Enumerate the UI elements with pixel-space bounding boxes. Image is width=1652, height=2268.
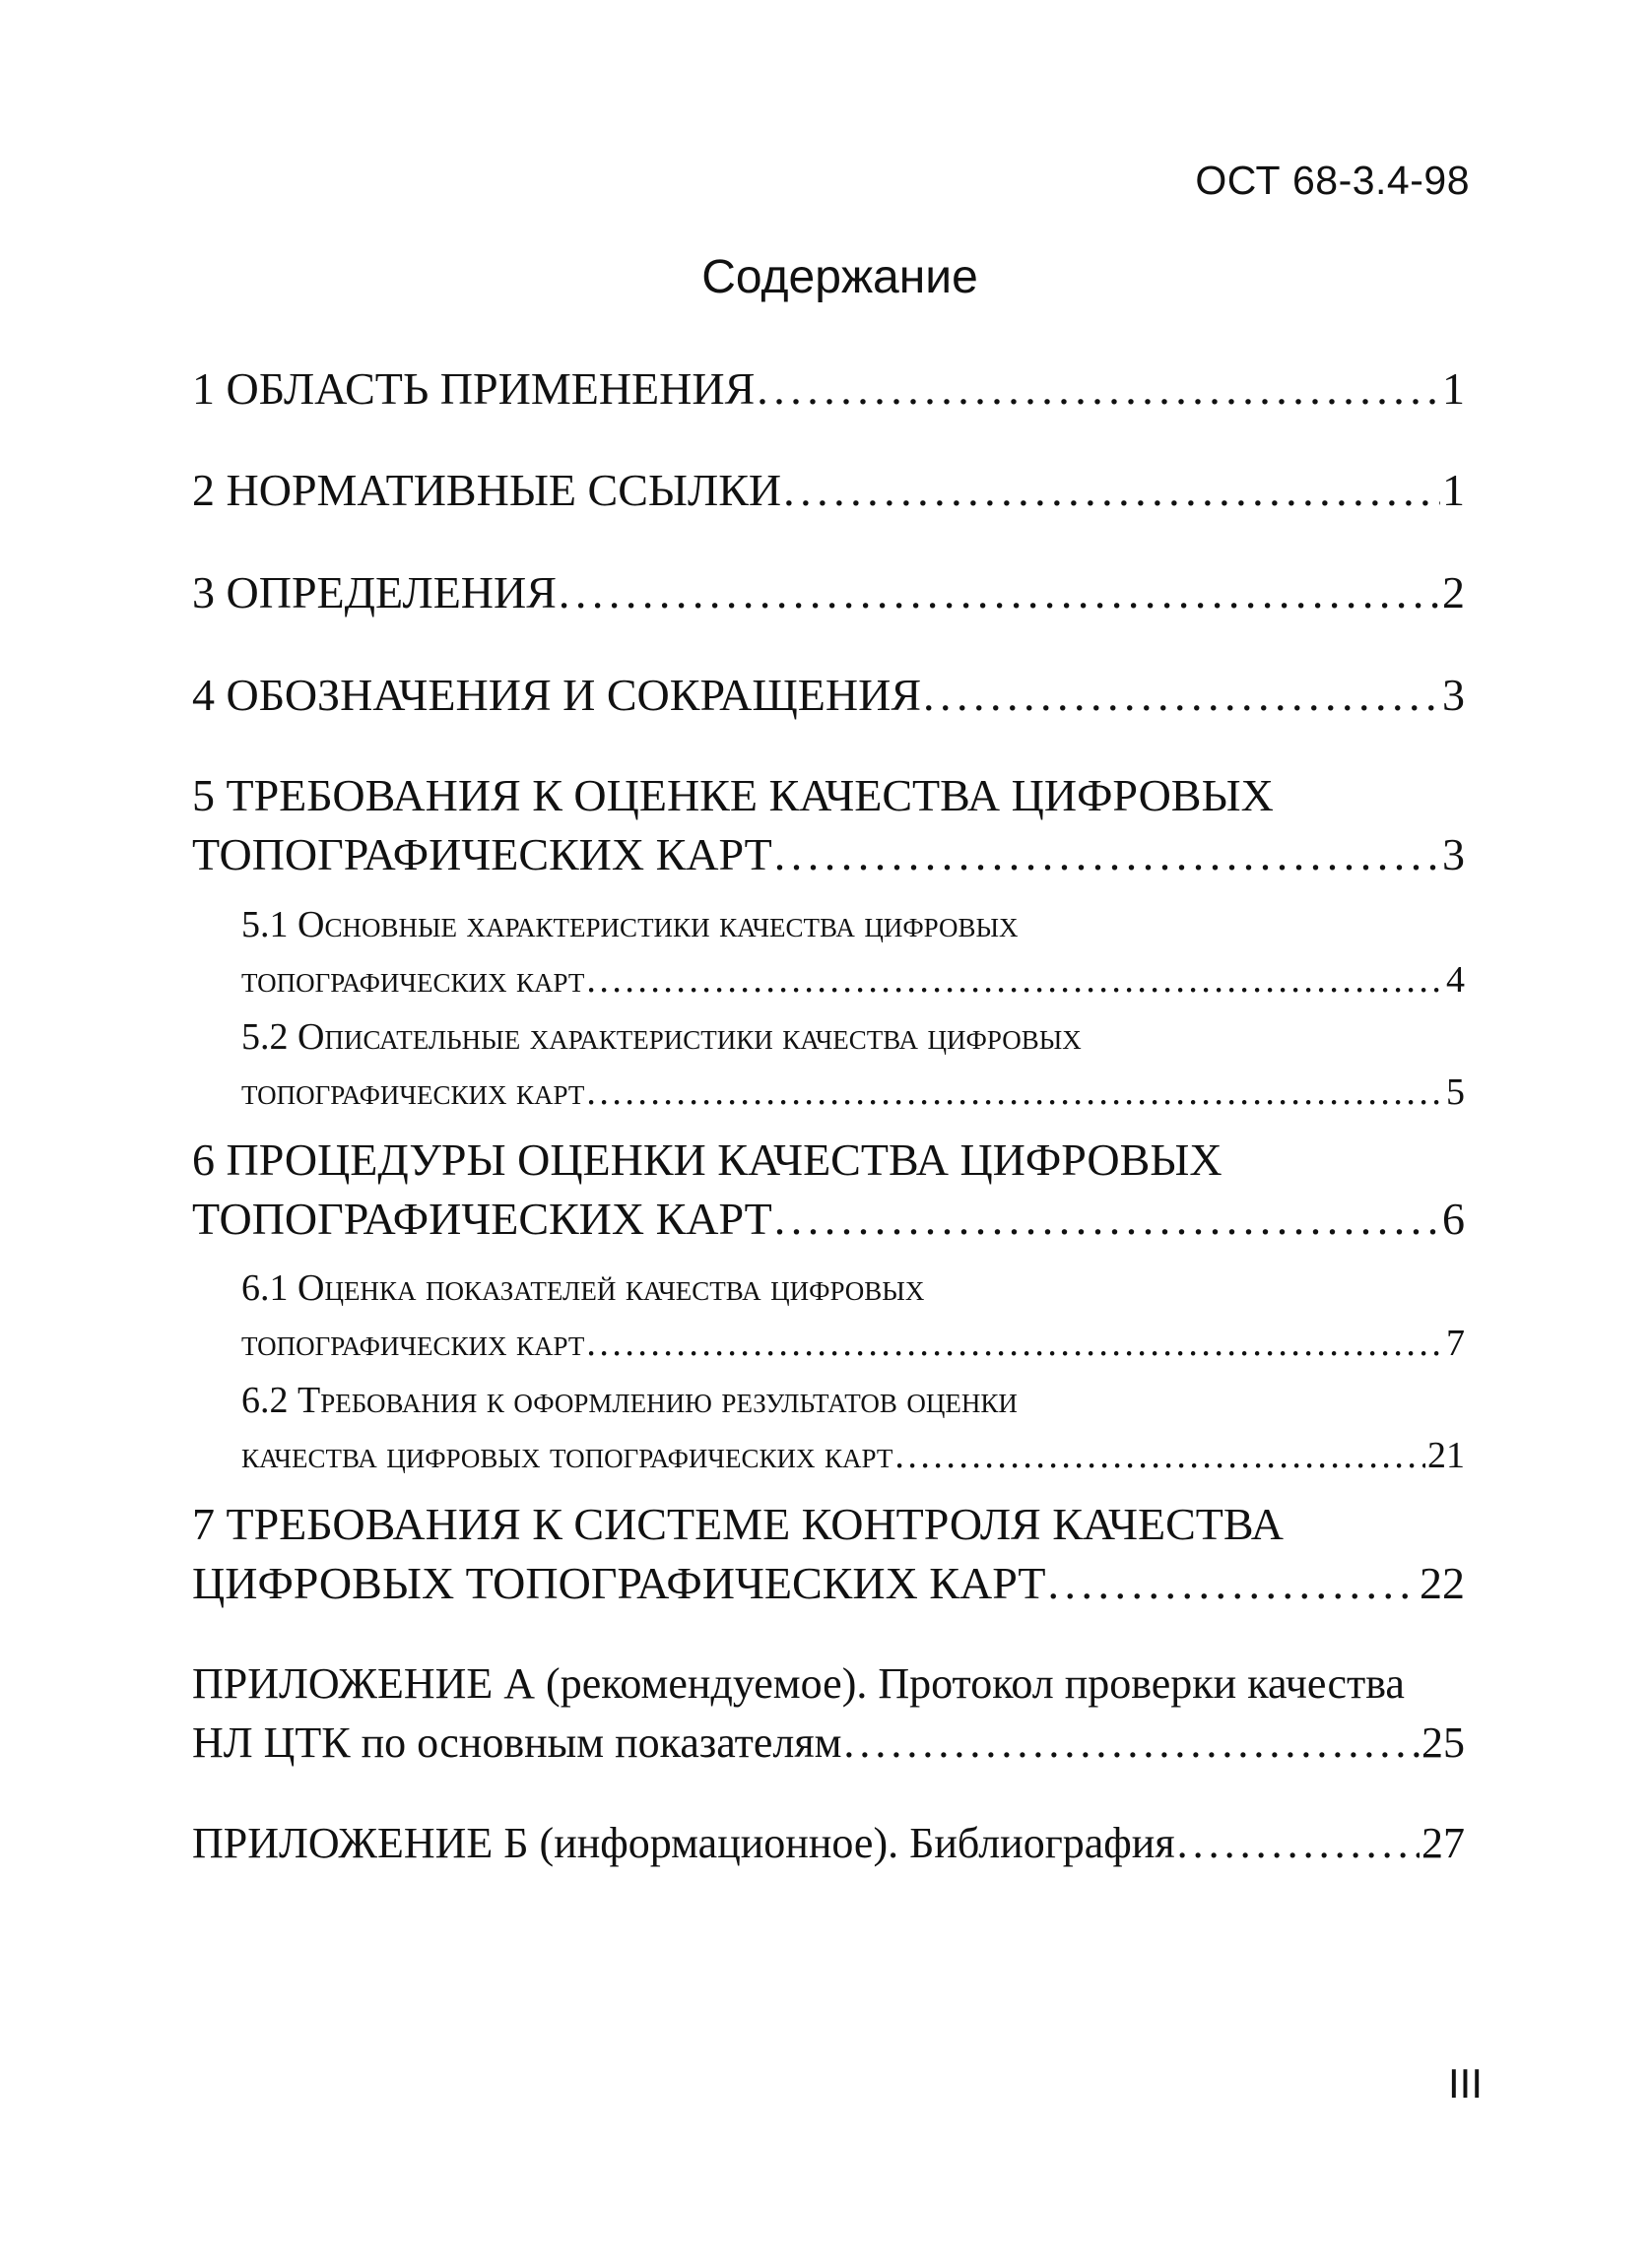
dot-leader xyxy=(586,952,1444,1007)
toc-entry-4[interactable] xyxy=(192,666,1465,725)
toc-page-number: 6 xyxy=(1442,1194,1465,1244)
dot-leader xyxy=(894,1428,1425,1483)
dot-leader xyxy=(843,1714,1420,1773)
toc-entry-title: 2 НОРМАТИВНЫЕ ССЫЛКИ xyxy=(192,465,782,515)
toc-entry-title: 6.1 Оценка показателей качества цифровых xyxy=(241,1267,925,1309)
toc-entry-2[interactable] xyxy=(192,461,1465,520)
dot-leader xyxy=(586,1316,1444,1371)
toc-page-number: 7 xyxy=(1446,1323,1465,1364)
toc-entry-5[interactable] xyxy=(192,766,1465,884)
dot-leader xyxy=(923,666,1440,725)
toc-entry-title-continued: НЛ ЦТК по основным показателям xyxy=(192,1718,842,1767)
toc-entry-title-continued: качества цифровых топографических карт xyxy=(241,1435,893,1476)
toc-entry-title: 5.1 Основные характеристики качества цифровых xyxy=(241,904,1019,945)
dot-leader xyxy=(774,825,1440,884)
page-number: III xyxy=(1447,2060,1483,2106)
toc-entry-title-continued: ТОПОГРАФИЧЕСКИХ КАРТ xyxy=(192,1194,772,1244)
toc-page-number: 4 xyxy=(1446,959,1465,1001)
toc-entry-6[interactable] xyxy=(192,1131,1465,1249)
toc-entry-title: 7 ТРЕБОВАНИЯ К СИСТЕМЕ КОНТРОЛЯ КАЧЕСТВА xyxy=(192,1499,1284,1549)
dot-leader xyxy=(757,359,1440,419)
toc-entry-title: 1 ОБЛАСТЬ ПРИМЕНЕНИЯ xyxy=(192,363,756,414)
toc-entry-5-2[interactable] xyxy=(241,1009,1465,1120)
toc-entry-title-continued: топографических карт xyxy=(241,1323,585,1364)
toc-entry-title: 5.2 Описательные характеристики качества цифровых xyxy=(241,1016,1082,1058)
toc-page-number: 3 xyxy=(1442,829,1465,879)
page-title: Содержание xyxy=(701,251,978,303)
toc-entry-3[interactable] xyxy=(192,563,1465,622)
toc-entry-title-continued: топографических карт xyxy=(241,1071,585,1113)
document-code: ОСТ 68-3.4-98 xyxy=(1195,158,1470,203)
toc-entry-6-1[interactable] xyxy=(241,1261,1465,1371)
toc-entry-title: ПРИЛОЖЕНИЕ Б (информационное). Библиография xyxy=(192,1819,1175,1867)
toc-entry-title: 6.2 Требования к оформлению результатов оценки xyxy=(241,1380,1018,1421)
dot-leader xyxy=(1177,1814,1420,1873)
toc-page-number: 1 xyxy=(1442,465,1465,515)
dot-leader xyxy=(1047,1554,1418,1613)
toc-entry-title: 4 ОБОЗНАЧЕНИЯ И СОКРАЩЕНИЯ xyxy=(192,670,921,720)
toc-entry-title-continued: ЦИФРОВЫХ ТОПОГРАФИЧЕСКИХ КАРТ xyxy=(192,1558,1046,1608)
toc-entry-6-2[interactable] xyxy=(241,1373,1465,1483)
toc-entry-title: 3 ОПРЕДЕЛЕНИЯ xyxy=(192,567,557,617)
toc-page-number: 5 xyxy=(1446,1071,1465,1113)
dot-leader xyxy=(774,1190,1440,1249)
toc-page-number: 2 xyxy=(1442,567,1465,617)
toc-entry-7[interactable] xyxy=(192,1495,1465,1613)
toc-entry-title: ПРИЛОЖЕНИЕ А (рекомендуемое). Протокол проверки качества xyxy=(192,1659,1405,1708)
toc-page-number: 3 xyxy=(1442,670,1465,720)
dot-leader xyxy=(783,461,1440,520)
toc-entry-title: 6 ПРОЦЕДУРЫ ОЦЕНКИ КАЧЕСТВА ЦИФРОВЫХ xyxy=(192,1134,1222,1185)
toc-entry-appendix-b[interactable] xyxy=(192,1814,1465,1873)
toc-entry-title-continued: ТОПОГРАФИЧЕСКИХ КАРТ xyxy=(192,829,772,879)
toc-entry-5-1[interactable] xyxy=(241,897,1465,1007)
toc-page-number: 21 xyxy=(1427,1435,1465,1476)
toc-page-number: 27 xyxy=(1421,1819,1465,1867)
toc-page-number: 25 xyxy=(1421,1718,1465,1767)
toc-page-number: 1 xyxy=(1442,363,1465,414)
toc-entry-title: 5 ТРЕБОВАНИЯ К ОЦЕНКЕ КАЧЕСТВА ЦИФРОВЫХ xyxy=(192,770,1274,820)
dot-leader xyxy=(586,1065,1444,1120)
toc-page-number: 22 xyxy=(1420,1558,1465,1608)
toc-entry-title-continued: топографических карт xyxy=(241,959,585,1001)
toc-entry-1[interactable] xyxy=(192,359,1465,419)
dot-leader xyxy=(559,563,1440,622)
toc-entry-appendix-a[interactable] xyxy=(192,1654,1465,1773)
